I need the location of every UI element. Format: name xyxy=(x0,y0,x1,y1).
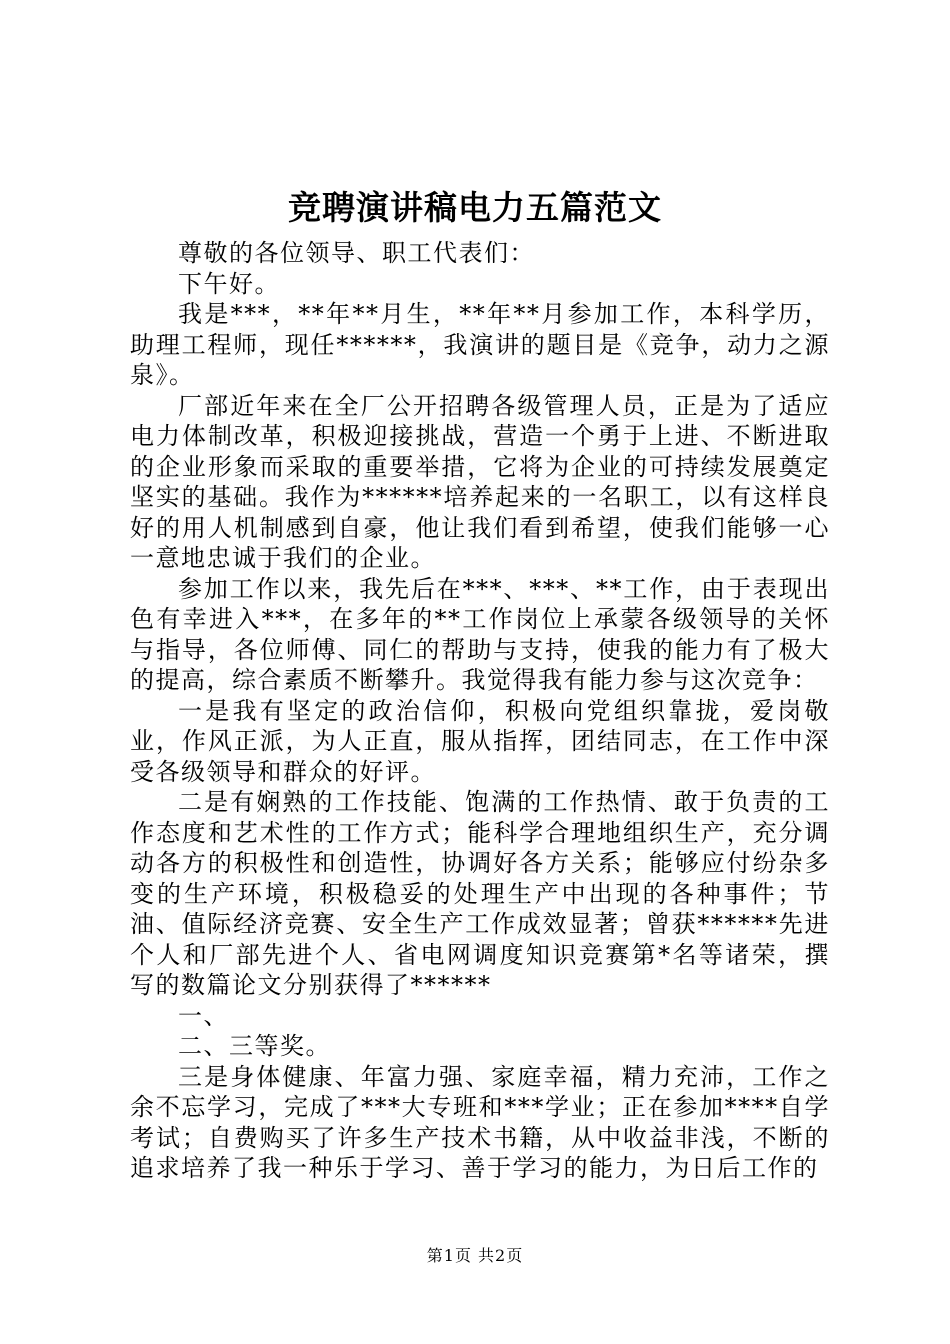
salutation: 尊敬的各位领导、职工代表们： xyxy=(178,239,535,267)
paragraph-introduction: 我是***，**年**月生，**年**月参加工作，本科学历，助理工程师，现任******，我演讲的题目是《竞争，动力之源泉》。 xyxy=(130,300,830,389)
paragraph-point-one: 一是我有坚定的政治信仰，积极向党组织靠拢，爱岗敬业，作风正派，为人正直，服从指挥，团结同志，在工作中深受各级领导和群众的好评。 xyxy=(130,696,830,786)
paragraph-experience: 参加工作以来，我先后在***、***、**工作，由于表现出色有幸进入***，在多年的**工作岗位上承蒙各级领导的关怀与指导，各位师傅、同仁的帮助与支持，使我的能力有了极大的提高，综合素质不断攀升。我觉得我有能力参与这次竞争： xyxy=(130,574,830,694)
document-title: 竞聘演讲稿电力五篇范文 xyxy=(288,188,662,227)
paragraph-award-second-third: 二、三等奖。 xyxy=(178,1032,331,1060)
paragraph-point-three: 三是身体健康、年富力强、家庭幸福，精力充沛，工作之余不忘学习，完成了***大专班和***学业；正在参加****自学考试；自费购买了许多生产技术书籍，从中收益非浅，不断的追求培养了我一种乐于学习、善于学习的能力，为日后工作的 xyxy=(130,1062,830,1182)
document-body xyxy=(130,238,830,1184)
page-footer: 第1页 共2页 xyxy=(426,1246,524,1265)
paragraph-point-two: 二是有娴熟的工作技能、饱满的工作热情、敢于负责的工作态度和艺术性的工作方式；能科学合理地组织生产，充分调动各方的积极性和创造性，协调好各方关系；能够应付纷杂多变的生产环境，积极稳妥的处理生产中出现的各种事件；节油、值际经济竞赛、安全生产工作成效显著；曾获******先进个人和厂部先进个人、省电网调度知识竞赛第*名等诸荣，撰写的数篇论文分别获得了****** xyxy=(130,788,830,999)
greeting: 下午好。 xyxy=(178,269,280,298)
paragraph-award-first: 一、 xyxy=(178,1001,229,1030)
paragraph-background: 厂部近年来在全厂公开招聘各级管理人员，正是为了适应电力体制改革，积极迎接挑战，营造一个勇于上进、不断进取的企业形象而采取的重要举措，它将为企业的可持续发展奠定坚实的基础。我作为******培养起来的一名职工，以有这样良好的用人机制感到自豪，他让我们看到希望，使我们能够一心一意地忠诚于我们的企业。 xyxy=(130,391,830,572)
